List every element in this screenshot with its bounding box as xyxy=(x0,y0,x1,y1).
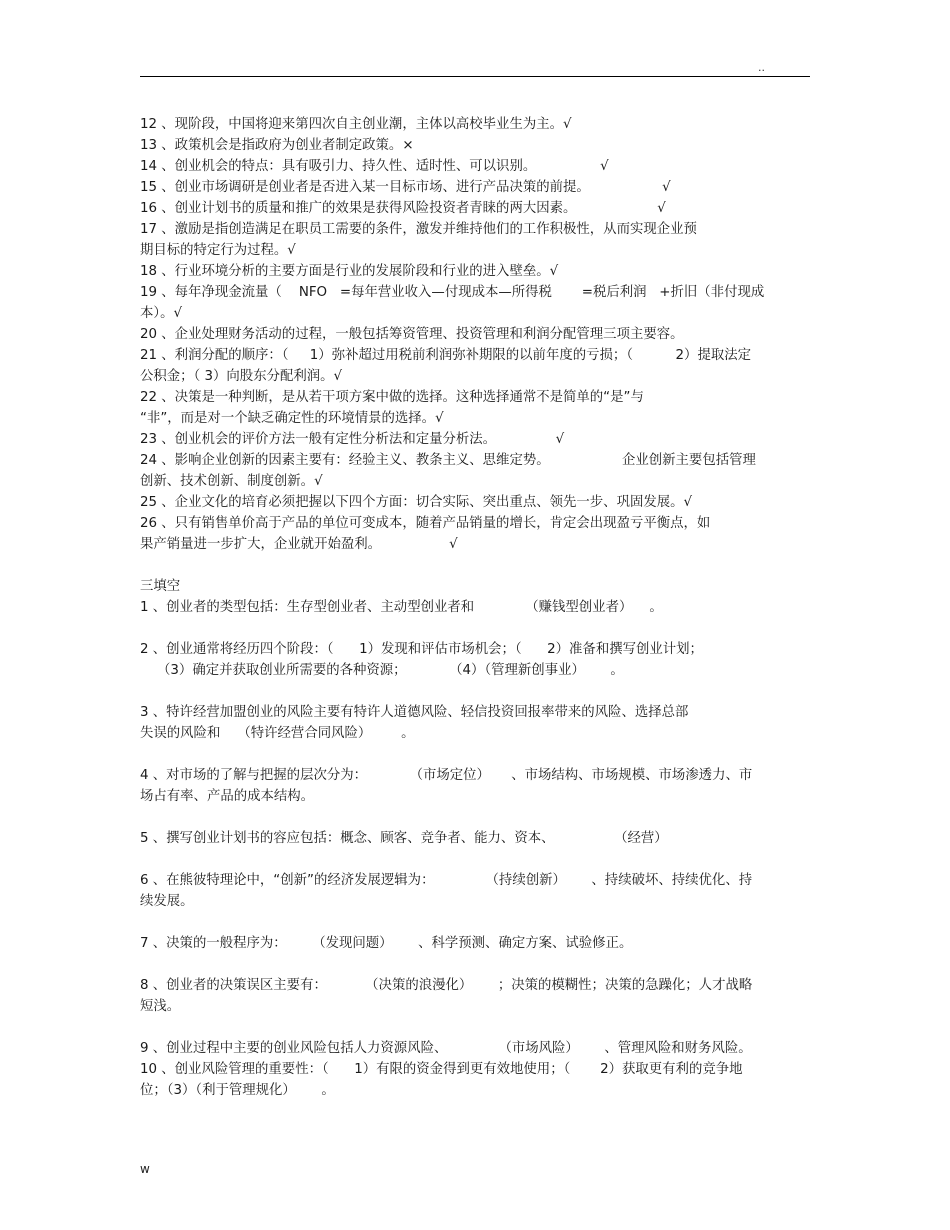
statement-line: 14 、创业机会的特点：具有吸引力、持久性、适时性、可以识别。 √ xyxy=(140,159,609,174)
fill-blank-line: 10 、创业风险管理的重要性：（ 1）有限的资金得到更有效地使用；（ 2）获取更有利的竞争地 xyxy=(140,1062,743,1077)
spacer xyxy=(140,681,812,702)
header-rule xyxy=(140,76,810,77)
fill-blank-line: 6 、在熊彼特理论中，“创新”的经济发展逻辑为： （持续创新） 、持续破坏、持续优化、持 xyxy=(140,873,753,888)
statement-line: 22 、决策是一种判断，是从若干项方案中做的选择。这种选择通常不是简单的“是”与 xyxy=(140,390,644,405)
statement-line: 16 、创业计划书的质量和推广的效果是获得风险投资者青睐的两大因素。 √ xyxy=(140,201,666,216)
statement-line: 创新、技术创新、制度创新。√ xyxy=(140,474,323,489)
fill-blank-line: 位；（3）（利于管理规化） 。 xyxy=(140,1083,335,1098)
statement-line: 25 、企业文化的培育必须把握以下四个方面：切合实际、突出重点、领先一步、巩固发展。√ xyxy=(140,495,693,510)
fill-blank-line: 8 、创业者的决策误区主要有： （决策的浪漫化） ；决策的模糊性；决策的急躁化；人才战略 xyxy=(140,978,753,993)
statement-line: 期目标的特定行为过程。√ xyxy=(140,243,296,258)
spacer xyxy=(140,618,812,639)
document-body xyxy=(140,114,812,1101)
statements-list xyxy=(140,114,812,555)
statement-line: 果产销量进一步扩大，企业就开始盈利。 √ xyxy=(140,537,458,552)
fill-blank-line: （3）确定并获取创业所需要的各种资源； （4）（管理新创事业） 。 xyxy=(140,663,624,678)
fill-blank-line: 场占有率、产品的成本结构。 xyxy=(140,789,315,804)
statement-line: 13 、政策机会是指政府为创业者制定政策。× xyxy=(140,138,414,153)
statement-line: 公积金；（ 3）向股东分配利润。√ xyxy=(140,369,343,384)
fill-blank-list xyxy=(140,597,812,1101)
fill-blank-line: 短浅。 xyxy=(140,999,181,1014)
spacer xyxy=(140,912,812,933)
fill-blank-line: 5 、撰写创业计划书的容应包括：概念、顾客、竞争者、能力、资本、 （经营） xyxy=(140,831,668,846)
fill-blank-line: 9 、创业过程中主要的创业风险包括人力资源风险、 （市场风险） 、管理风险和财务风险。 xyxy=(140,1041,752,1056)
statement-line: 15 、创业市场调研是创业者是否进入某一目标市场、进行产品决策的前提。 √ xyxy=(140,180,671,195)
statement-line: “非”，而是对一个缺乏确定性的环境情景的选择。√ xyxy=(140,411,444,426)
section-title: 三填空 xyxy=(140,579,181,594)
spacer xyxy=(140,1017,812,1038)
statement-line: 21 、利润分配的顺序：（ 1）弥补超过用税前利润弥补期限的以前年度的亏损；（ 2）提取法定 xyxy=(140,348,752,363)
statement-line: 20 、企业处理财务活动的过程，一般包括筹资管理、投资管理和利润分配管理三项主要容。 xyxy=(140,327,684,342)
fill-blank-line: 失误的风险和 （特许经营合同风险） 。 xyxy=(140,726,415,741)
statement-line: 19 、每年净现金流量（ NFO =每年营业收入—付现成本—所得税 =税后利润 +折旧（非付现成 xyxy=(140,285,765,300)
footer-mark: w xyxy=(140,1162,150,1176)
spacer xyxy=(140,807,812,828)
spacer xyxy=(140,849,812,870)
spacer xyxy=(140,744,812,765)
statement-line: 17 、激励是指创造满足在职员工需要的条件，激发并维持他们的工作积极性，从而实现企业预 xyxy=(140,222,697,237)
fill-blank-line: 2 、创业通常将经历四个阶段：（ 1）发现和评估市场机会；（ 2）准备和撰写创业计划； xyxy=(140,642,703,657)
statement-line: 23 、创业机会的评价方法一般有定性分析法和定量分析法。 √ xyxy=(140,432,565,447)
header-mark: .. xyxy=(758,61,765,74)
fill-blank-line: 7 、决策的一般程序为： （发现问题） 、科学预测、确定方案、试验修正。 xyxy=(140,936,633,951)
statement-line: 12 、现阶段，中国将迎来第四次自主创业潮，主体以高校毕业生为主。√ xyxy=(140,117,572,132)
fill-blank-line: 续发展。 xyxy=(140,894,194,909)
fill-blank-line: 3 、特许经营加盟创业的风险主要有特许人道德风险、轻信投资回报率带来的风险、选择总部 xyxy=(140,705,689,720)
statement-line: 24 、影响企业创新的因素主要有：经验主义、教条主义、思维定势。 企业创新主要包括管理 xyxy=(140,453,756,468)
statement-line: 18 、行业环境分析的主要方面是行业的发展阶段和行业的进入壁垒。√ xyxy=(140,264,559,279)
spacer xyxy=(140,954,812,975)
statement-line: 26 、只有销售单价高于产品的单位可变成本，随着产品销量的增长，肯定会出现盈亏平衡点，如 xyxy=(140,516,711,531)
fill-blank-line: 4 、对市场的了解与把握的层次分为： （市场定位） 、市场结构、市场规模、市场渗透力、市 xyxy=(140,768,753,783)
spacer xyxy=(140,555,812,576)
statement-line: 本）。√ xyxy=(140,306,183,321)
fill-blank-line: 1 、创业者的类型包括：生存型创业者、主动型创业者和 （赚钱型创业者） 。 xyxy=(140,600,663,615)
